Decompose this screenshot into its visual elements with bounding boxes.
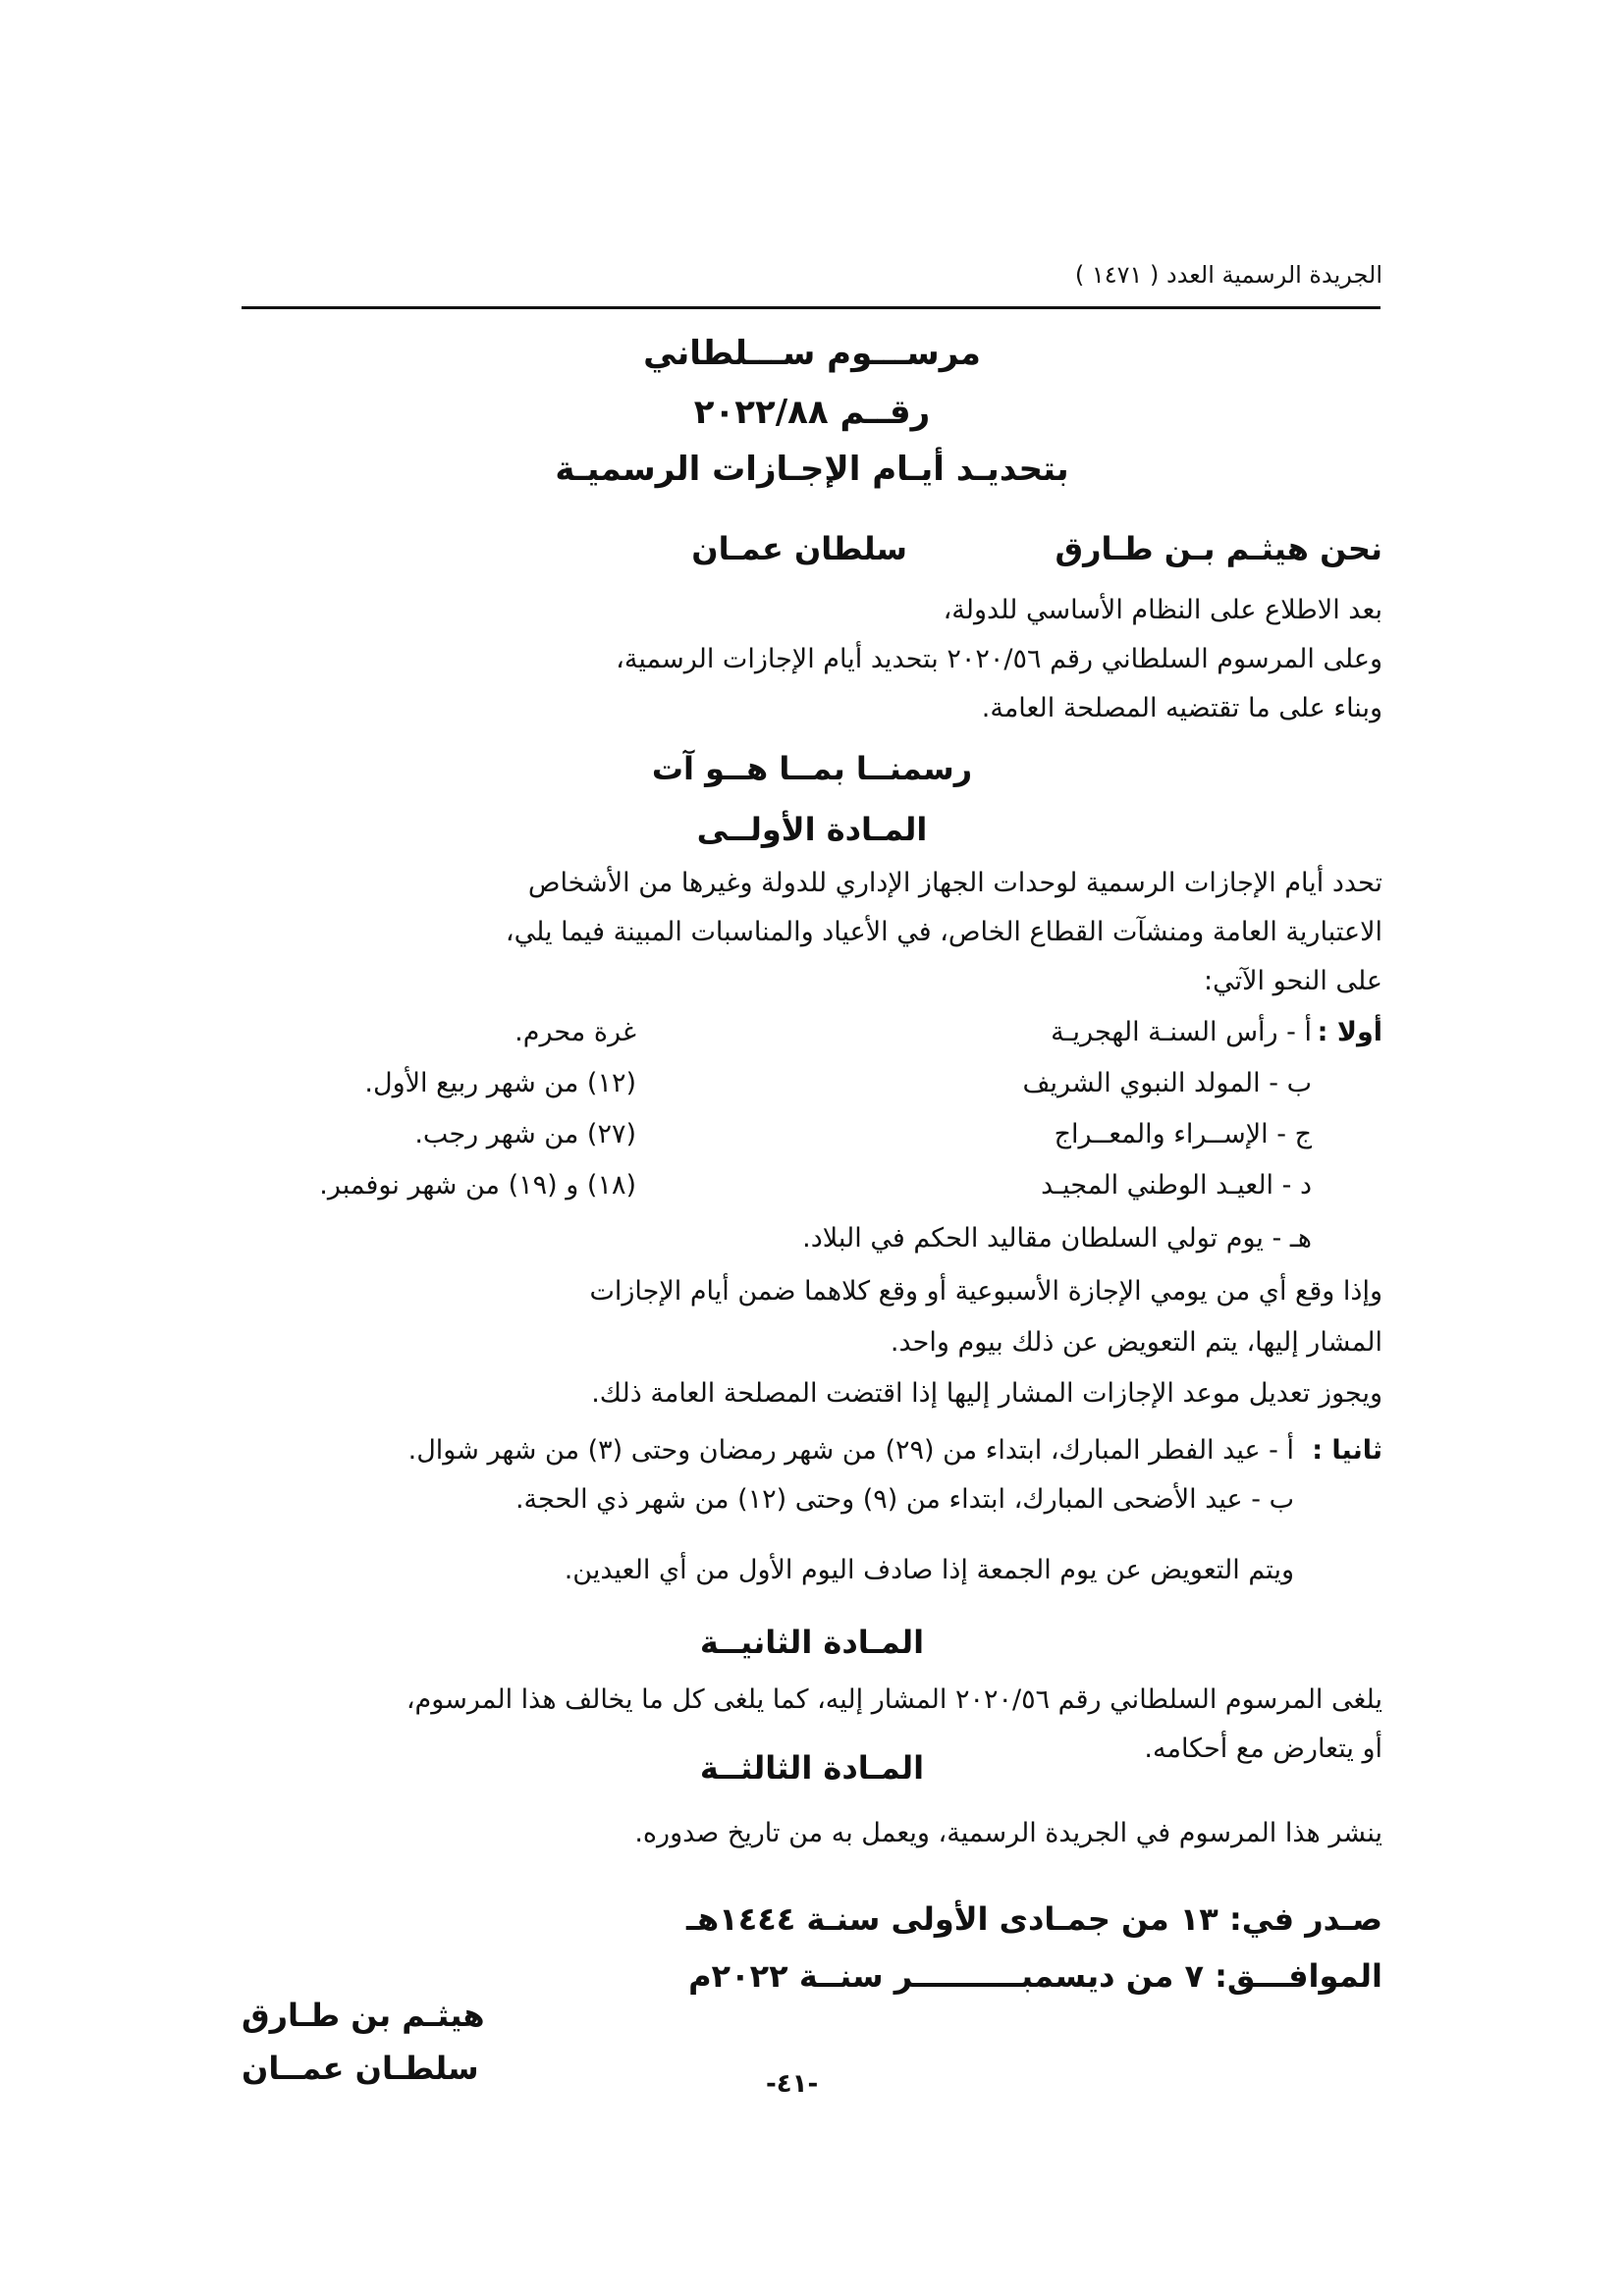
article2-heading: المـادة الثانيــة: [699, 1624, 925, 1661]
decree-title: مرســـوم ســـلطاني: [643, 334, 981, 373]
article3-heading: المـادة الثالثــة: [699, 1749, 925, 1787]
preamble-line: وعلى المرسوم السلطاني رقم ٢٠٢٠/٥٦ بتحديد أيام الإجازات الرسمية،: [616, 644, 1382, 674]
article1-intro: تحدد أيام الإجازات الرسمية لوحدات الجهاز الإداري للدولة وغيرها من الأشخاص: [527, 868, 1382, 898]
article1-heading: المـادة الأولــى: [696, 811, 928, 848]
issued-hijri: صـدر في: ١٣ من جمـادى الأولى سنـة ١٤٤٤هـ: [686, 1900, 1382, 1938]
article2-text: يلغى المرسوم السلطاني رقم ٢٠٢٠/٥٦ المشار إليه، كما يلغى كل ما يخالف هذا المرسوم،: [406, 1684, 1382, 1715]
first-label: أولا :: [1317, 1017, 1382, 1047]
eid-item: أ - عيد الفطر المبارك، ابتداء من (٢٩) من شهر رمضان وحتى (٣) من شهر شوال.: [407, 1435, 1294, 1466]
preamble-line: بعد الاطلاع على النظام الأساسي للدولة،: [943, 595, 1382, 625]
holiday-date: (١٨) و (١٩) من شهر نوفمبر.: [319, 1170, 636, 1201]
page-number: -٤١-: [766, 2069, 819, 2099]
article3-text: ينشر هذا المرسوم في الجريدة الرسمية، ويعمل به من تاريخ صدوره.: [634, 1818, 1382, 1848]
holiday-name: أ - رأس السنـة الهجريـة: [1051, 1017, 1312, 1047]
holiday-item-h: هـ - يوم تولي السلطان مقاليد الحكم في البلاد.: [802, 1223, 1312, 1254]
header-rule: [242, 306, 1380, 309]
compensation-text: المشار إليها، يتم التعويض عن ذلك بيوم واحد.: [890, 1327, 1382, 1358]
holiday-name: ج - الإســراء والمعــراج: [1054, 1119, 1312, 1149]
holiday-date: (٢٧) من شهر رجب.: [414, 1119, 636, 1149]
signature-title: سلطـان عمــان: [242, 2050, 479, 2087]
issued-gregorian: الموافـــق: ٧ من ديسمبــــــــــر سنــة ٢٠٢٢م: [688, 1957, 1382, 1995]
issuer-title: سلطان عمـان: [691, 530, 907, 567]
modify-text: ويجوز تعديل موعد الإجازات المشار إليها إذا اقتضت المصلحة العامة ذلك.: [591, 1378, 1382, 1409]
holiday-name: ب - المولد النبوي الشريف: [1022, 1068, 1312, 1098]
friday-text: ويتم التعويض عن يوم الجمعة إذا صادف اليوم الأول من أي العيدين.: [564, 1555, 1294, 1585]
issuer-name: نحن هيثـم بـن طـارق: [1055, 530, 1382, 567]
holiday-date: (١٢) من شهر ربيع الأول.: [364, 1068, 636, 1098]
eid-item: ب - عيد الأضحى المبارك، ابتداء من (٩) وحتى (١٢) من شهر ذي الحجة.: [514, 1484, 1294, 1515]
compensation-text: وإذا وقع أي من يومي الإجازة الأسبوعية أو وقع كلاهما ضمن أيام الإجازات: [589, 1276, 1382, 1307]
gazette-header: الجريدة الرسمية العدد ( ١٤٧١ ): [1074, 261, 1382, 289]
article1-intro: الاعتبارية العامة ومنشآت القطاع الخاص، في الأعياد والمناسبات المبينة فيما يلي،: [505, 917, 1382, 947]
article1-intro: على النحو الآتي:: [1204, 966, 1382, 996]
decreed-heading: رسمنــا بمــا هــو آت: [651, 750, 973, 787]
decree-number: رقــم ٢٠٢٢/٨٨: [693, 393, 931, 432]
decree-subject: بتحديـد أيـام الإجـازات الرسميـة: [555, 450, 1069, 489]
article2-text: أو يتعارض مع أحكامه.: [1144, 1734, 1382, 1764]
preamble-line: وبناء على ما تقتضيه المصلحة العامة.: [981, 693, 1382, 723]
holiday-name: د - العيـد الوطني المجيـد: [1041, 1170, 1312, 1201]
second-label: ثانيا :: [1312, 1435, 1382, 1466]
signature-name: هيثـم بن طـارق: [242, 1997, 485, 2034]
holiday-date: غرة محرم.: [514, 1017, 636, 1047]
